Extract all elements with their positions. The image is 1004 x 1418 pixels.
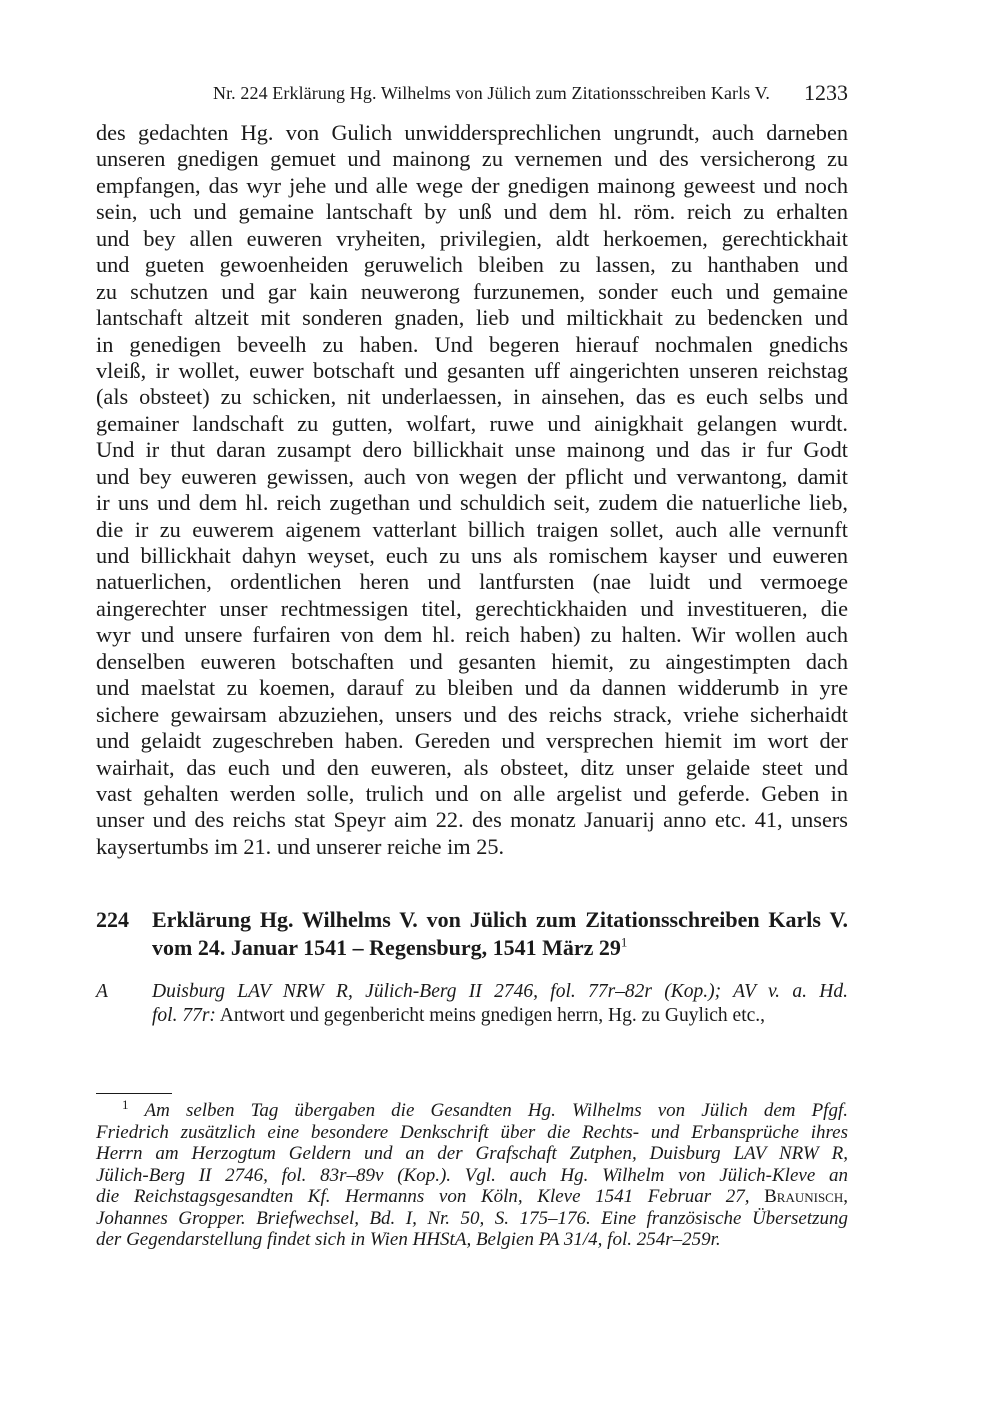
text-line: vast gehalten werden solle, trulich und on alle argelist und geferde. Geben in (96, 780, 848, 806)
footnote-line (96, 1186, 848, 1208)
text-line: und gelaidt zugeschreben haben. Gereden und versprechen hiemit im wort der (96, 728, 848, 754)
text-line: denselben euweren botschaften und gesanten hiemit, zu aingestimpten dach (96, 648, 848, 674)
running-title: Nr. 224 Erklärung Hg. Wilhelms von Jülich zum Zitationsschreiben Karls V. (212, 83, 770, 103)
text-line: aingerechter unser rechtmessigen titel, gerechtickhaiden und investitueren, die (96, 595, 848, 621)
source-note (96, 980, 848, 1028)
running-header (96, 80, 848, 108)
source-text (152, 980, 848, 1028)
source-quote: Antwort und gegenbericht meins gnedigen herrn, Hg. zu Guylich etc., (219, 1005, 766, 1026)
text-line: (als obsteet) zu schicken, nit underlaessen, in ainsehen, das es euch selbs und (96, 384, 848, 410)
source-folio-ref: fol. 77r: (152, 1005, 216, 1026)
source-line (152, 1004, 848, 1028)
section-title-line (152, 934, 848, 962)
text-line: in genedigen beveelh zu haben. Und begeren hierauf nochmalen gnedichs (96, 331, 848, 357)
section-heading (96, 906, 848, 962)
text-line: sichere gewairsam abzuziehen, unsers und des reichs strack, vriehe sicherhaidt (96, 701, 848, 727)
text-line: und billickhait dahyn weyset, euch zu uns als romischem kayser und euweren (96, 543, 848, 568)
footnote-author: Braunisch, (764, 1186, 848, 1207)
text-line: zu schutzen und gar kain neuwerong furzunemen, sonder euch und gemaine (96, 278, 848, 304)
main-text-block (96, 120, 848, 860)
text-line: wairhait, das euch und den euweren, als obsteet, ditz unser gelaide steet und (96, 754, 848, 780)
section-title-text: vom 24. Januar 1541 – Regensburg, 1541 März 29 (152, 935, 621, 960)
section-number: 224 (96, 907, 129, 932)
text-line: und bey euweren gewissen, auch von wegen der pflicht und verwantong, damit (96, 463, 848, 489)
section-title (152, 906, 848, 962)
text-line: lantschaft altzeit mit sonderen gnaden, lieb und miltickhait zu bedencken und (96, 305, 848, 331)
text-line: unseren gnedigen gemuet und mainong zu vernemen und des versicherong zu (96, 146, 848, 172)
footnote-text: die Reichstagsgesandten Kf. Hermanns von Köln, Kleve 1541 Februar 27, (96, 1186, 750, 1207)
footnote-reference[interactable]: 1 (620, 934, 628, 950)
text-line: unser und des reichs stat Speyr aim 22. des monatz Januarij anno etc. 41, unsers (96, 807, 848, 833)
text-line: und gueten gewoenheiden geruwelich bleiben zu lassen, zu hanthaben und (96, 252, 848, 278)
text-line: gemainer landschaft zu gutten, wolfart, ruwe und ainigkhait gelangen wurdt. (96, 410, 848, 436)
document-section-224 (96, 906, 848, 1028)
text-line: Und ir thut daran zusampt dero billickhait unse mainong und das ir fur Godt (96, 437, 848, 463)
footnote-divider (96, 1093, 172, 1094)
footnote-line (96, 1096, 848, 1122)
text-line: natuerlichen, ordentlichen heren und lantfursten (nae luidt und vermoege (96, 569, 848, 595)
footnote-line: Jülich-Berg II 2746, fol. 83r–89v (Kop.). Vgl. auch Hg. Wilhelm von Jülich-Kleve an (96, 1164, 848, 1186)
text-line: vleiß, ir wollet, euwer botschaft und gesanten uff aingerichten unseren reichstag (96, 357, 848, 383)
section-title-line: Erklärung Hg. Wilhelms V. von Jülich zum Zitationsschreiben Karls V. (152, 907, 848, 932)
footnote-marker: 1 (122, 1096, 129, 1112)
text-line: empfangen, das wyr jehe und alle wege der gnedigen mainong geweest und noch (96, 172, 848, 198)
text-line: wyr und unsere furfairen von dem hl. reich haben) zu halten. Wir wollen auch (96, 622, 848, 648)
footnote-line: Herrn am Herzogtum Geldern und an der Grafschaft Zutphen, Duisburg LAV NRW R, (96, 1143, 848, 1164)
text-line: des gedachten Hg. von Gulich unwiddersprechlichen ungrundt, auch darneben (96, 120, 848, 145)
footnote-line: Johannes Gropper. Briefwechsel, Bd. I, Nr. 50, S. 175–176. Eine französische Übersetzung (96, 1207, 848, 1229)
text-line: die ir zu euwerem aigenem vatterlant billich traigen sollet, auch alle vernunft (96, 516, 848, 542)
source-siglum: A (96, 981, 108, 1002)
footnote-line: Friedrich zusätzlich eine besondere Denkschrift über die Rechts- und Erbansprüche ihres (96, 1121, 848, 1143)
text-line: sein, uch und gemaine lantschaft by unß und dem hl. röm. reich zu erhalten (96, 199, 848, 225)
text-line: und bey allen euweren vryheiten, privilegien, aldt herkoemen, gerechtickhait (96, 225, 848, 251)
text-line: und maelstat zu koemen, darauf zu bleiben und da dannen widderumb in yre (96, 675, 848, 701)
footnote-line: der Gegendarstellung findet sich in Wien HHStA, Belgien PA 31/4, fol. 254r–259r. (96, 1229, 721, 1250)
footnote-1 (96, 1096, 848, 1251)
text-line: ir uns und dem hl. reich zugethan und schuldich seit, zudem die natuerliche lieb, (96, 490, 848, 516)
source-line: Duisburg LAV NRW R, Jülich-Berg II 2746, fol. 77r–82r (Kop.); AV v. a. Hd. (152, 981, 848, 1002)
page-number: 1233 (804, 80, 848, 105)
footnote-text: Am selben Tag übergaben die Gesandten Hg. Wilhelms von Jülich dem Pfgf. (144, 1100, 848, 1121)
text-line: kaysertumbs im 21. und unserer reiche im 25. (96, 833, 505, 859)
